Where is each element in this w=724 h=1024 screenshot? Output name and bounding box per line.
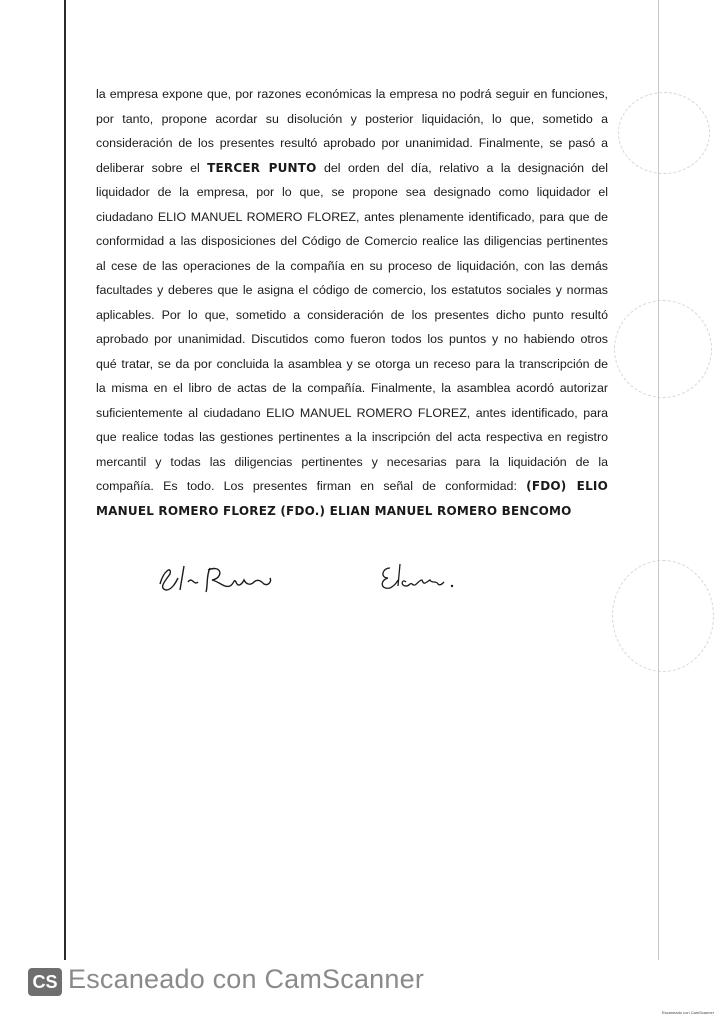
text-line: la misma en el libro de actas de la compañía. Finalmente, la asamblea acordó autorizar	[96, 381, 608, 395]
text-line: que realice todas las gestiones pertinentes a la inscripción del acta respectiva en registro	[96, 430, 608, 444]
text-line: por tanto, propone acordar su disolución y posterior liquidación, lo que, sometido a	[96, 111, 608, 126]
text-line: deliberar sobre el TERCER PUNTO del orden del día, relativo a la designación del	[96, 160, 608, 175]
text-line: al cese de las operaciones de la compañía en su proceso de liquidación, con las demás	[96, 258, 608, 273]
text-line: liquidador de la empresa, por lo que, se propone sea designado como liquidador el	[96, 185, 608, 199]
stamp-mark	[618, 92, 710, 174]
text-line: ciudadano ELIO MANUEL ROMERO FLOREZ, antes plenamente identificado, para que de	[96, 209, 608, 224]
text-line: conformidad a las disposiciones del Código de Comercio realice las diligencias pertinentes	[96, 234, 608, 248]
text-line: facultades y deberes que le asigna el código de comercio, los estatutos sociales y normas	[96, 283, 608, 297]
bold-phrase-fdo-elio: (FDO) ELIO	[526, 479, 608, 493]
text-line	[96, 499, 608, 524]
text-line: aplicables. Por lo que, sometido a consideración de los presentes dicho punto resultó	[96, 307, 608, 322]
text-line: suficientemente al ciudadano ELIO MANUEL ROMERO FLOREZ, antes identificado, para	[96, 405, 608, 420]
text-line: la empresa expone que, por razones económicas la empresa no podrá seguir en funciones,	[96, 87, 608, 101]
bold-phrase-tercer-punto: TERCER PUNTO	[207, 160, 317, 175]
page-left-edge	[64, 0, 66, 990]
camscanner-watermark: Escaneado con CamScanner	[68, 964, 425, 994]
scanner-caption: Escaneado con CamScanner	[662, 1010, 715, 1015]
camscanner-logo: CS	[28, 968, 62, 996]
text-line: aprobado por unanimidad. Discutidos como fueron todos los puntos y no habiendo otros	[96, 332, 608, 346]
text-line: compañía. Es todo. Los presentes firman en señal de conformidad: (FDO) ELIO	[96, 479, 608, 493]
document-body	[96, 82, 608, 523]
stamp-mark	[612, 560, 714, 672]
text-line: mercantil y todas las diligencias pertinentes y necesarias para la liquidación de la	[96, 454, 608, 469]
stamp-mark	[614, 300, 712, 398]
text-line: consideración de los presentes resultó aprobado por unanimidad. Finalmente, se pasó a	[96, 136, 608, 150]
signature-elian	[376, 556, 466, 596]
signature-elio	[150, 552, 290, 602]
bold-phrase-signatories: MANUEL ROMERO FLOREZ (FDO.) ELIAN MANUEL ROMERO BENCOMO	[96, 503, 572, 518]
text-line: qué tratar, se da por concluida la asamblea y se otorga un receso para la transcripción de	[96, 356, 608, 371]
